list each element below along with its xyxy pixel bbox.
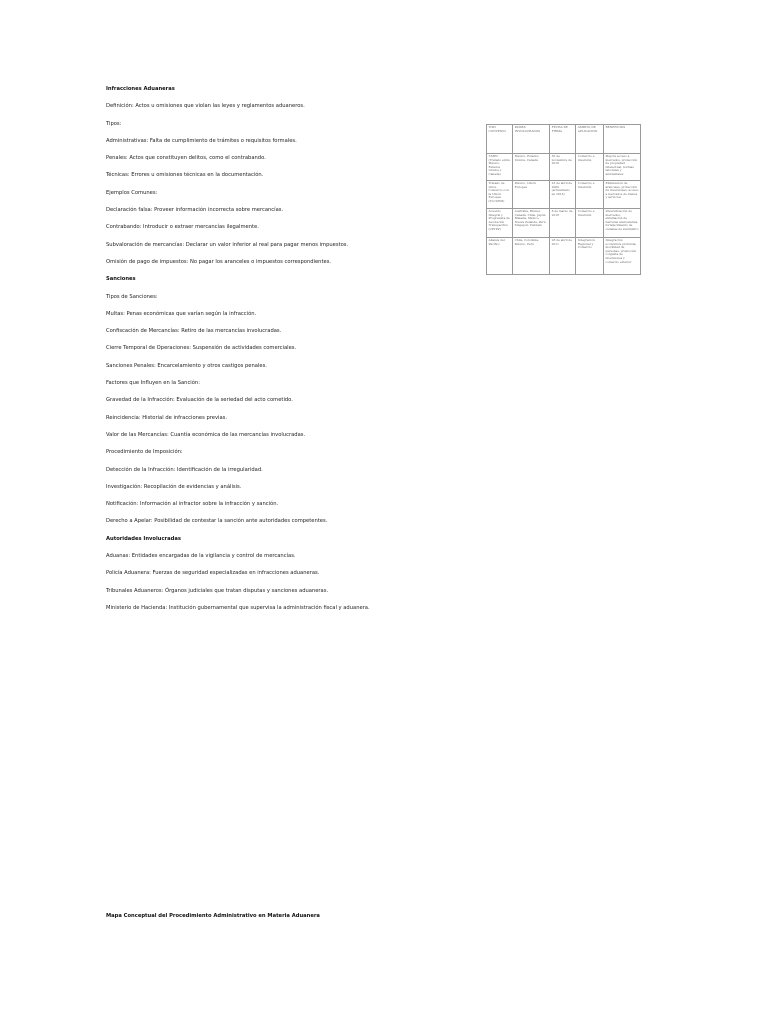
table-header-row [487, 125, 641, 154]
paragraph-line: Subvaloración de mercancías: Declarar un valor inferior al real para pagar menos impuestos. [106, 241, 349, 248]
table-cell: México, Estados Unidos, Canadá [513, 154, 550, 181]
paragraph-line: Investigación: Recopilación de evidencias y análisis. [106, 483, 242, 490]
paragraph-line: Detección de la Infracción: Identificación de la irregularidad. [106, 466, 263, 473]
table-cell: 28 de abril de 2011 [550, 238, 576, 275]
section-heading: Infracciones Aduaneras [106, 86, 175, 92]
paragraph-line: Confiscación de Mercancías: Retiro de las mercancías involucradas. [106, 328, 282, 335]
paragraph-line: Definición: Actos u omisiones que violan las leyes y reglamentos aduaneros. [106, 103, 305, 110]
paragraph-line: Notificación: Información al infractor sobre la infracción y sanción. [106, 501, 279, 508]
table-cell: Integración Regional y Comercio [576, 238, 604, 275]
paragraph-line: Declaración falsa: Proveer información incorrecta sobre mercancías. [106, 207, 284, 214]
paragraph-line: Tribunales Aduaneros: Órganos judiciales que tratan disputas y sanciones aduaneras. [106, 587, 329, 594]
table-row [487, 238, 641, 275]
table-cell: Comercio e inversión [576, 209, 604, 238]
table-row [487, 209, 641, 238]
section-heading: Sanciones [106, 276, 136, 283]
table-cell: 8 de marzo de 2018 [550, 209, 576, 238]
paragraph-line: Factores que Influyen en la Sanción: [106, 380, 200, 387]
document-body [106, 86, 486, 622]
table-header-cell: ÁMBITO DE APLICACIÓN [576, 125, 604, 154]
paragraph-line: Ministerio de Hacienda: Institución gubernamental que supervisa la administración fiscal y aduanera. [106, 604, 370, 611]
table-row [487, 181, 641, 209]
table-header-cell: BENEFICIOS [604, 125, 641, 154]
table-cell: T-MEC (Tratado entre México, Estados Unidos y Canadá) [487, 154, 513, 181]
table-cell: Comercio e inversión [576, 154, 604, 181]
agreements-table [486, 124, 641, 275]
paragraph-line: Técnicas: Errores u omisiones técnicas en la documentación. [106, 172, 264, 179]
table-header-cell: PAÍSES INVOLUCRADOS [513, 125, 550, 154]
paragraph-line: Reincidencia: Historial de infracciones previas. [106, 414, 228, 421]
table-header-cell: FECHA DE FIRMA [550, 125, 576, 154]
table-cell: Integración económica profunda, movilidad de personas, promoción conjunta de inversiones y comercio exterior [604, 238, 641, 275]
paragraph-line: Tipos: [106, 120, 122, 127]
paragraph-line: Administrativas: Falta de cumplimiento de trámites o requisitos formales. [106, 137, 297, 144]
paragraph-line: Gravedad de la Infracción: Evaluación de la seriedad del acto cometido. [106, 397, 293, 404]
table-cell: Chile, Colombia, México, Perú [513, 238, 550, 275]
table-cell: Australia, Brunei, Canadá, Chile, Japón, Malasia, México, Nueva Zelanda, Perú, Singapur, Vietnam [513, 209, 550, 238]
paragraph-line: Aduanas: Entidades encargadas de la vigilancia y control de mercancías. [106, 553, 296, 560]
footer-title: Mapa Conceptual del Procedimiento Administrativo en Materia Aduanera [106, 913, 320, 919]
paragraph-line: Sanciones Penales: Encarcelamiento y otros castigos penales. [106, 362, 267, 369]
agreements-table-wrapper [486, 124, 641, 275]
paragraph-line: Cierre Temporal de Operaciones: Suspensión de actividades comerciales. [106, 345, 297, 352]
table-cell: Comercio e inversión [576, 181, 604, 209]
paragraph-line: Contrabando: Introducir o extraer mercancías ilegalmente. [106, 224, 259, 231]
table-cell: Alianza del Pacífico [487, 238, 513, 275]
paragraph-line: Tipos de Sanciones: [106, 293, 158, 300]
table-cell: 30 de noviembre de 2018 [550, 154, 576, 181]
section-heading: Autoridades Involucradas [106, 535, 181, 542]
paragraph-line: Procedimiento de Imposición: [106, 449, 183, 456]
table-cell: 23 de abril de 2000 (actualizado en 2018) [550, 181, 576, 209]
table-row [487, 154, 641, 181]
paragraph-line: Policía Aduanera: Fuerzas de seguridad especializadas en infracciones aduaneras. [106, 570, 320, 577]
table-cell: México, Unión Europea [513, 181, 550, 209]
table-cell: Acuerdo Integral y Progresista de Asociación Transpacífico (CPTPP) [487, 209, 513, 238]
paragraph-line: Ejemplos Comunes: [106, 189, 158, 196]
table-cell: Eliminación de aranceles, protección de inversiones, acceso a mercados de bienes y servicios [604, 181, 641, 209]
paragraph-line: Derecho a Apelar: Posibilidad de contestar la sanción ante autoridades competentes. [106, 518, 328, 525]
table-cell: Tratado de Libre Comercio con la Unión Europea (TLCUEM) [487, 181, 513, 209]
paragraph-line: Valor de las Mercancías: Cuantía económica de las mercancías involucradas. [106, 431, 306, 438]
table-cell: Mejora acceso a mercados, protección de propiedad intelectual, normas laborales y ambientales [604, 154, 641, 181]
table-header-cell: TIPO CONVENIO [487, 125, 513, 154]
paragraph-line: Penales: Actos que constituyen delitos, como el contrabando. [106, 155, 266, 162]
table-cell: Diversificación de mercados, eliminación de barreras arancelarias, fortalecimiento de cadenas de suministro [604, 209, 641, 238]
paragraph-line: Multas: Penas económicas que varían según la infracción. [106, 310, 257, 317]
paragraph-line: Omisión de pago de impuestos: No pagar los aranceles o impuestos correspondientes. [106, 258, 332, 265]
